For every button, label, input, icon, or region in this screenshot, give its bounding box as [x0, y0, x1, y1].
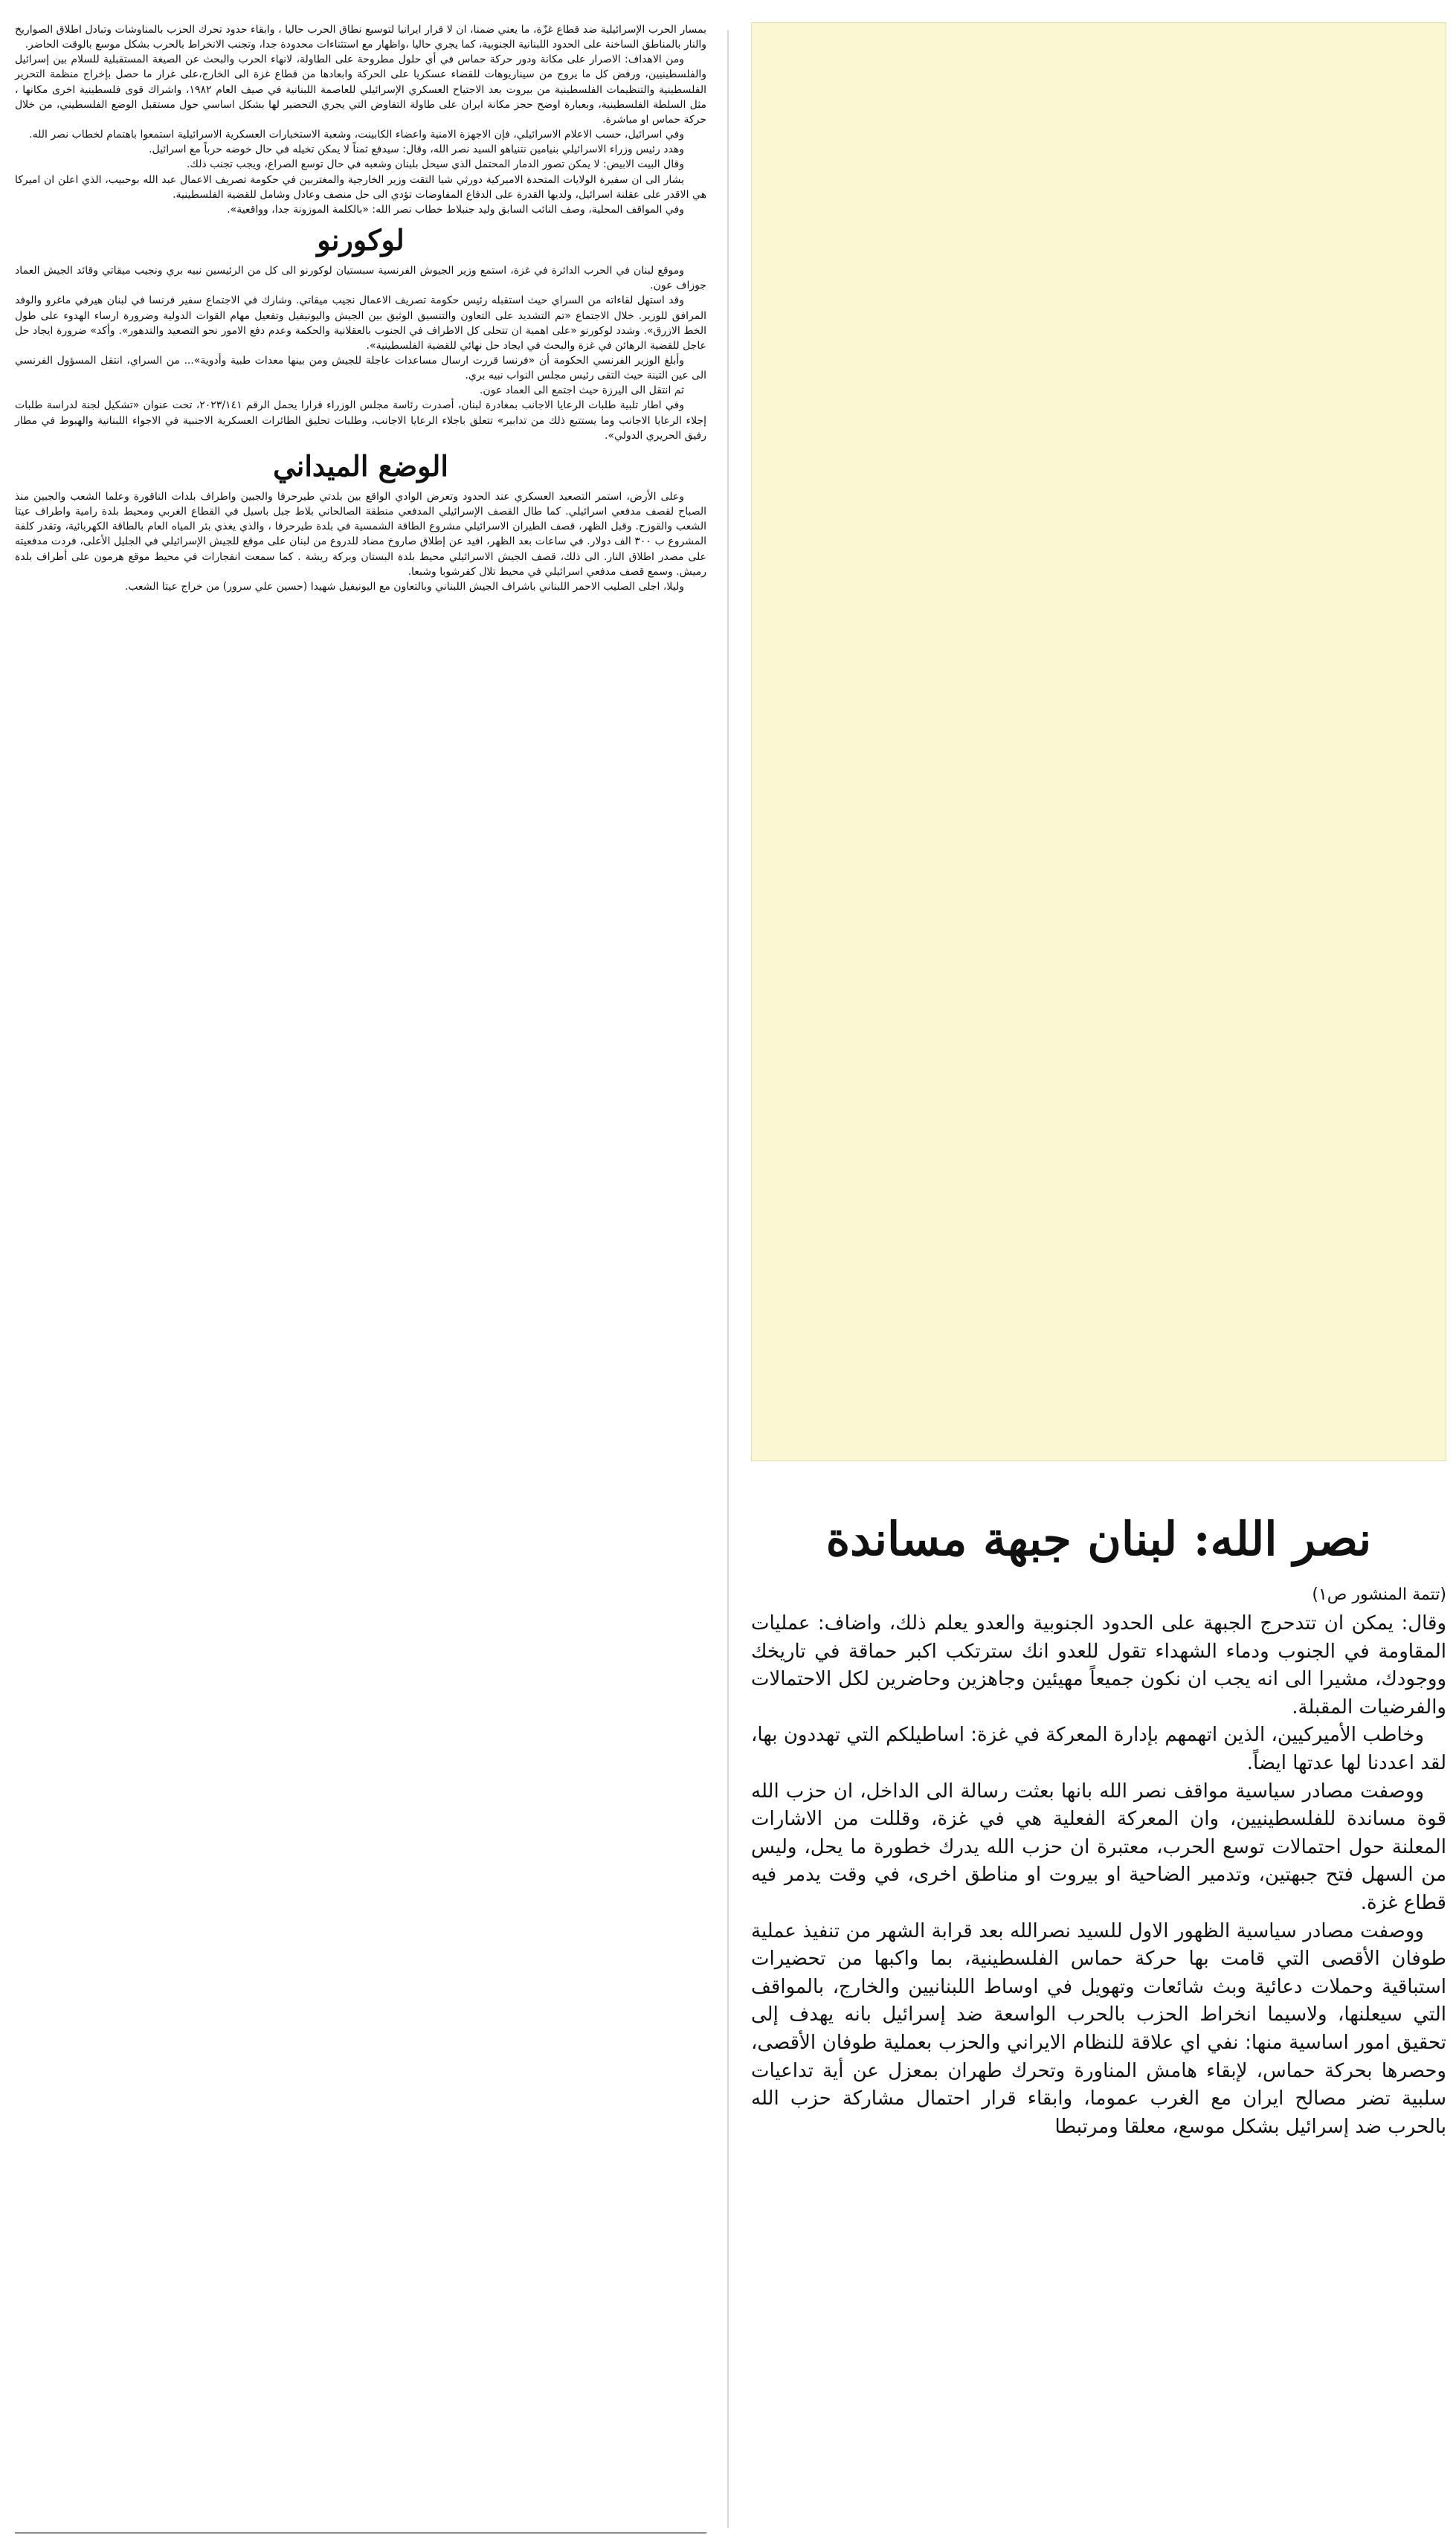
- paragraph: وعلى الأرض، استمر التصعيد العسكري عند الحدود وتعرض الوادي الواقع بين بلدتي طيرحرفا والجبين واطراف بلدات الناقورة وعلما الشعب والجبين منذ الصباح لقصف مدفعي اسرائيلي. كما طال القصف الإسرائيلي المدفعي منطقة الصالحاني بلاط جبل باسيل في القطاع الغربي ومحيط بلدة رامية واطراف عيتا الشعب والقوزح. وقبل الظهر، قصف الطيران الاسرائيلي مشروع الطاقة الشمسية في بلدة طيرحرفا ، والذي يغذي بئر المياه العام بالطاقة الكهربائية، وتقدر كلفة المشروع ب ٣٠٠ الف دولار. في ساعات بعد الظهر، افيد عن إطلاق صاروخ مضاد للدروع من لبنان على موقع للجيش الإسرائيلي في الجليل الأعلى، فردت مدفعيته على مصدر اطلاق النار. الى ذلك، قصف الجيش الاسرائيلي محيط بلدة البستان وبركة ريشة . كما سمعت انفجارات في محيط موقع هرمون على أطراف بلدة رميش. وسمع قصف مدفعي اسرائيلي في محيط تلال كفرشوبا وشبعا.: [15, 490, 706, 578]
- right-column-body: [751, 1610, 1446, 2141]
- paragraph: يشار الى ان سفيرة الولايات المتحدة الاميركية دورثي شيا التقت وزير الخارجية والمغتربين في حكومة تصريف الاعمال عبد الله بوحبيب، الذي اعلن ان اميركا هي الاقدر على عقلنة اسرائيل، ولديها القدرة على الدفاع المفاوضات تؤدي الى حل منصف وعادل وشامل للقضية الفلسطينية.: [15, 173, 706, 201]
- paragraph: ومن الاهداف: الاصرار على مكانة ودور حركة حماس في أي حلول مطروحة على الطاولة، لانهاء الحرب والبحث عن الصيغة المستقبلية للسلام بين إسرائيل والفلسطينيين، ورفض كل ما يروج من سيناريوهات للقضاء عسكريا على الحركة وابعادها من قطاع غزة الى الخارج،على غرار ما حصل بإخراج منظمة التحرير الفلسطينية والتنظيمات الفلسطينية من بيروت بعد الاجتياح العسكري الإسرائيلي للعاصمة اللبنانية في صيف العام ١٩٨٢، واشراك قوى فلسطينية اخرى مكانها ، مثل السلطة الفلسطينية، وبعبارة اوضح حجز مكانة ايران على طاولة التفاوض التي يجري التحضير لها بشكل اساسي حول مستقبل الوضع الفلسطيني، من خلال حركة حماس او مباشرة.: [15, 54, 706, 126]
- paragraph: وليلا، اجلى الصليب الاحمر اللبناني باشراف الجيش اللبناني وبالتعاون مع اليونيفيل شهيدا (حسين علي سرور) من خراج عيتا الشعب.: [124, 580, 684, 593]
- paragraph: ووصفت مصادر سياسية الظهور الاول للسيد نصرالله بعد قرابة الشهر من تنفيذ عملية طوفان الأقصى التي قامت بها حركة حماس الفلسطينية، بما واكبها من تحضيرات استباقية وحملات دعائية وبث شائعات وتهويل في اوساط اللبنانيين والخارج، بالمواقف التي سيعلنها، ولاسيما انخراط الحزب بالحرب الواسعة ضد إسرائيل بانه يهدف إلى تحقيق امور اساسية منها: نفي اي علاقة للنظام الايراني والحزب بعملية طوفان الأقصى، وحصرها بحركة حماس، لإبقاء هامش المناورة وتحرك طهران بمعزل عن أية تداعيات سلبية تضر مصالح ايران مع الغرب عموما، وابقاء قرار احتمال مشاركة حزب الله بالحرب ضد إسرائيل بشكل موسع، معلقا ومرتبطا: [751, 1919, 1446, 2138]
- paragraph: وفي اطار تلبية طلبات الرعايا الاجانب بمغادرة لبنان، أصدرت رئاسة مجلس الوزراء قرارا يحمل الرقم ٢٠٢٣/١٤١، تحت عنوان «تشكيل لجنة لدراسة طلبات إجلاء الرعايا الاجانب وما يستتبع ذلك من تدابير» تتعلق باجلاء الرعايا الاجانب، وطلبات تحليق الطائرات العسكرية الاجنبية في الاجواء اللبنانية والهبوط في مطار رفيق الحريري الدولي».: [15, 399, 706, 442]
- section-subheading: الوضع الميداني: [273, 448, 448, 483]
- section-subheading: لوكورنو: [317, 223, 405, 257]
- paragraph: ووصفت مصادر سياسية مواقف نصر الله بانها بعثت رسالة الى الداخل، ان حزب الله قوة مساندة للفلسطينيين، وان المعركة الفعلية هي في غزة، وقللت من الاشارات المعلنة حول احتمالات توسع الحرب، معتبرة ان حزب الله يدرك خطورة ما يحل، وليس من السهل فتح جبهتين، وتدمير الضاحية او بيروت او مناطق اخرى، في وقت يدمر فيه قطاع غزة.: [751, 1780, 1446, 1914]
- paragraph: وفي المواقف المحلية، وصف النائب السابق وليد جنبلاط خطاب نصر الله: «بالكلمة الموزونة جدا، وواقعية».: [227, 203, 684, 216]
- paragraph: وقال البيت الابيض: لا يمكن تصور الدمار المحتمل الذي سيحل بلبنان وشعبه في حال توسع الصراع، ويجب تجنب ذلك.: [186, 158, 684, 171]
- article-headline: نصر الله: لبنان جبهة مساندة: [825, 1512, 1372, 1566]
- advertisement-box: [751, 22, 1446, 1461]
- paragraph: وفي اسرائيل، حسب الاعلام الاسرائيلي، فإن الاجهزة الامنية واعضاء الكابينت، وشعبة الاستخبارات العسكرية الاسرائيلية استمعوا باهتمام لخطاب نصر الله.: [29, 129, 684, 141]
- paragraph: ثم انتقل الى اليرزة حيث اجتمع الى العماد عون.: [479, 384, 684, 397]
- paragraph: وموقع لبنان في الحرب الدائرة في غزة، استمع وزير الجيوش الفرنسية سبستيان لوكورنو الى كل من الرئيسين نبيه بري ونجيب ميقاتي وقائد الجيش العماد جوزاف عون.: [15, 265, 706, 292]
- right-column: [751, 22, 1446, 2529]
- left-column: [15, 22, 706, 2543]
- paragraph: وقد استهل لقاءاته من السراي حيث استقبله رئيس حكومة تصريف الاعمال نجيب ميقاتي. وشارك في الاجتماع سفير فرنسا في لبنان هيرفي ماغرو والوفد المرافق للوزير. خلال الاجتماع «تم التشديد على التعاون والتنسيق الوثيق بين الجيش واليونيفيل وتفعيل مهام القوات الدولية وضرورة ارساء الهدوء على طول الخط الازرق». وشدد لوكورنو «على اهمية ان تتحلى كل الاطراف في الجنوب بالعقلانية والحكمة وعدم دفع الامور نحو التصعيد والتدهور». وأكد» ضرورة ايجاد حل عاجل للقضية الرهائن في غزة والبحث في ايجاد حل نهائي للقضية الفلسطينية».: [15, 294, 706, 352]
- paragraph: وقال: يمكن ان تتدحرج الجبهة على الحدود الجنوبية والعدو يعلم ذلك، واضاف: عمليات المقاومة في الجنوب ودماء الشهداء تقول للعدو انك سترتكب اكبر حماقة في تاريخك ووجودك، مشيرا الى انه يجب ان نكون جميعاً مهيئين وجاهزين وحاضرين لكل الاحتمالات والفرضيات المقبلة.: [751, 1612, 1446, 1719]
- paragraph: بمسار الحرب الإسرائيلية ضد قطاع غزّة، ما يعني ضمنا، ان لا قرار ايرانيا لتوسيع نطاق الحرب حاليا ، وابقاء حدود تحرك الحزب بالمناوشات وتبادل اطلاق الصواريخ والنار بالمناطق الساخنة على الحدود اللبنانية الجنوبية، كما يجري حاليا ،واظهار مع استثناءات محدودة جدا، وتجنب الانخراط بالحرب بشكل موسع بالوقت الحاضر.: [15, 24, 706, 51]
- paragraph: وهدد رئيس وزراء الاسرائيلي بنيامين نتنياهو السيد نصر الله، وقال: سيدفع ثمناً لا يمكن تخيله في حال خوضه حرباً مع اسرائيل.: [149, 144, 684, 156]
- paragraph: وخاطب الأميركيين، الذين اتهمهم بإدارة المعركة في غزة: اساطيلكم التي تهددون بها، لقد اعددنا لها عدتها ايضاً.: [751, 1724, 1446, 1774]
- column-divider: [727, 30, 729, 2528]
- continued-note: (تتمة المنشور ص١): [1312, 1585, 1446, 1604]
- paragraph: وأبلغ الوزير الفرنسي الحكومة أن «فرنسا قررت ارسال مساعدات عاجلة للجيش ومن بينها معدات طبية وأدوية»... من السراي، انتقل المسؤول الفرنسي الى عين التينة حيث التقى رئيس مجلس النواب نبيه بري.: [15, 354, 706, 382]
- footer-rule: [15, 2532, 706, 2534]
